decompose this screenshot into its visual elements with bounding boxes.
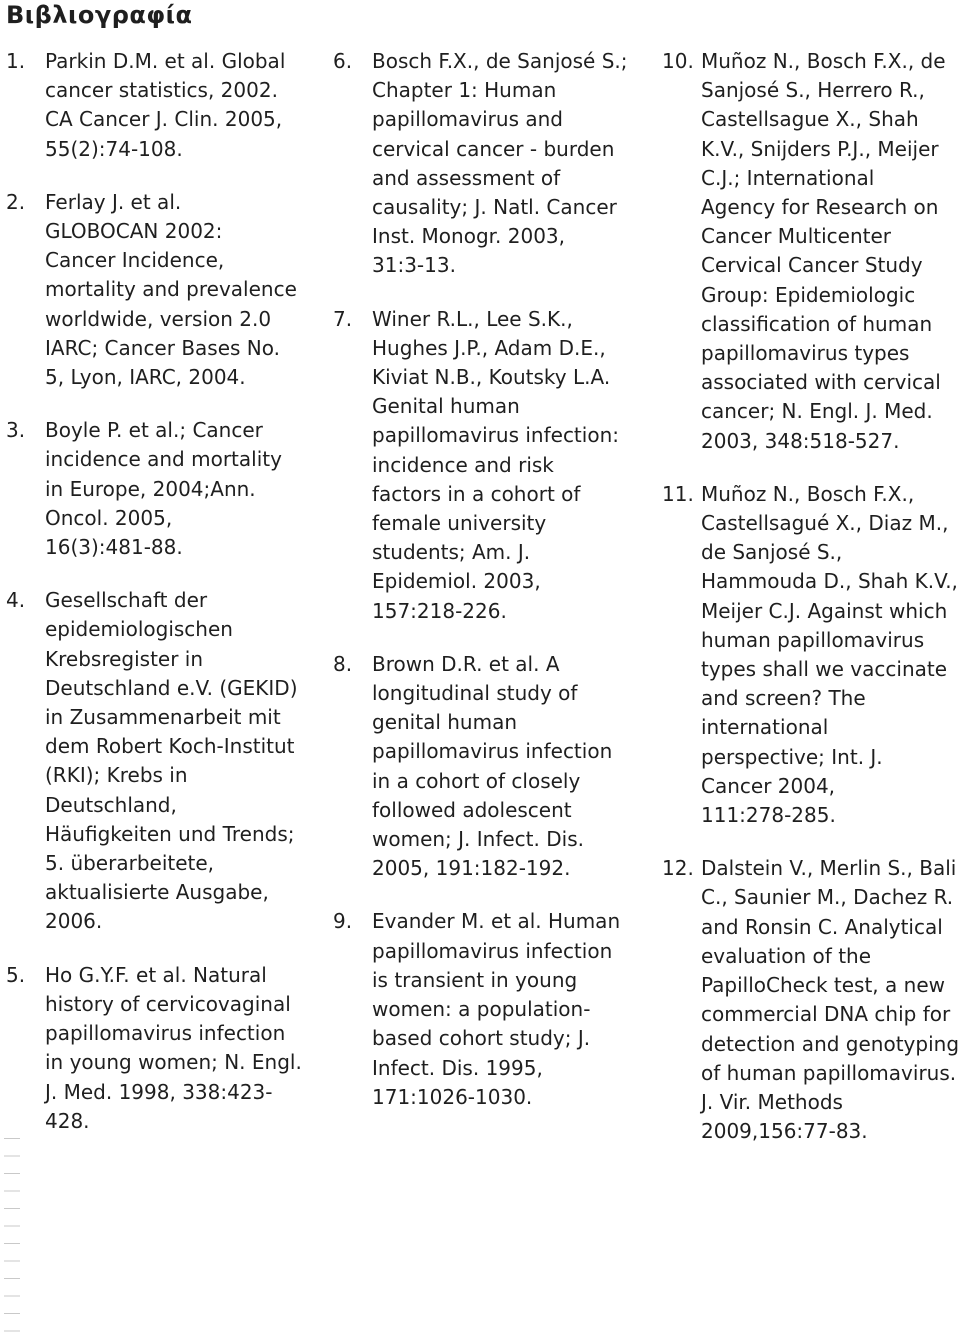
margin-dash-marks [4, 1138, 20, 1333]
reference-text: Gesellschaft der epidemiologischen Krebsregister in Deutschland e.V. (GEKID) in Zusammenarbeit mit dem Robert Koch-Institut (RKI); Krebs in Deutschland, Häufigkeiten und Trends; 5. überarbeitete, aktualisierte Ausgabe, 2006. [45, 588, 298, 934]
reference-text: Boyle P. et al.; Cancer incidence and mortality in Europe, 2004;Ann. Oncol. 2005, 16(3):481-88. [45, 418, 282, 560]
reference-number: 12. [662, 856, 694, 881]
reference-number: 10. [662, 49, 694, 73]
reference-item [333, 305, 653, 626]
reference-item [333, 47, 653, 281]
reference-number: 9. [333, 909, 353, 934]
reference-text: Dalstein V., Merlin S., Bali C., Saunier M., Dachez R. and Ronsin C. Analytical evaluation of the PapilloCheck test, a new commercial DNA chip for detection and genotyping of human papillomavirus. J. Vir. Methods 2009,156:77-83. [701, 856, 960, 1144]
reference-text: Ho G.Y.F. et al. Natural history of cervicovaginal papillomavirus infection in young women; N. Engl. J. Med. 1998, 338:423- 428. [45, 962, 302, 1133]
reference-number: 3. [6, 418, 26, 443]
reference-item [662, 480, 960, 830]
reference-text: Muñoz N., Bosch F.X., Castellsagué X., Diaz M., de Sanjosé S., Hammouda D., Shah K.V., Meijer C.J. Against which human papillomavirus types shall we vaccinate and screen? The international perspective; Int. J. Cancer 2004, 111:278-285. [701, 481, 958, 828]
page-title: Βιβλιογραφία [6, 1, 193, 29]
reference-number: 2. [6, 189, 26, 214]
reference-item [662, 47, 960, 456]
reference-item [333, 907, 653, 1111]
reference-item [333, 650, 653, 884]
reference-text: Evander M. et al. Human papillomavirus infection is transient in young women: a population- based cohort study; J. Infect. Dis. 1995, 171:1026-1030. [372, 909, 621, 1109]
reference-number: 8. [333, 651, 353, 676]
reference-number: 6. [333, 49, 353, 73]
reference-item [6, 416, 324, 562]
reference-item [6, 47, 324, 164]
reference-item [662, 854, 960, 1146]
reference-text: Ferlay J. et al. GLOBOCAN 2002: Cancer Incidence, mortality and prevalence worldwide, version 2.0 IARC; Cancer Bases No. 5, Lyon, IARC, 2004. [45, 189, 297, 390]
references-column-3 [662, 47, 960, 1170]
reference-item [6, 188, 324, 392]
reference-number: 7. [333, 306, 353, 331]
reference-item [6, 586, 324, 936]
reference-text: Muñoz N., Bosch F.X., de Sanjosé S., Herrero R., Castellsague X., Shah K.V., Snijders P.J., Meijer C.J.; International Agency for Research on Cancer Multicenter Cervical Cancer Study Group: Epidemiologic classification of human papillomavirus types associated with cervical cancer; N. Engl. J. Med. 2003, 348:518-527. [701, 49, 946, 453]
reference-number: 11. [662, 481, 694, 506]
reference-text: Bosch F.X., de Sanjosé S.; Chapter 1: Human papillomavirus and cervical cancer - burden and assessment of causality; J. Natl. Cancer Inst. Monogr. 2003, 31:3-13. [372, 49, 628, 278]
references-column-1 [6, 47, 324, 1160]
reference-number: 4. [6, 588, 26, 613]
reference-text: Winer R.L., Lee S.K., Hughes J.P., Adam D.E., Kiviat N.B., Koutsky L.A. Genital human papillomavirus infection: incidence and risk factors in a cohort of female university students; Am. J. Epidemiol. 2003, 157:218-226. [372, 306, 619, 623]
reference-text: Parkin D.M. et al. Global cancer statistics, 2002. CA Cancer J. Clin. 2005, 55(2):74-108. [45, 49, 286, 161]
references-column-2 [333, 47, 653, 1136]
reference-text: Brown D.R. et al. A longitudinal study of genital human papillomavirus infection in a cohort of closely followed adolescent women; J. Infect. Dis. 2005, 191:182-192. [372, 651, 613, 881]
reference-number: 1. [6, 49, 26, 73]
reference-number: 5. [6, 962, 26, 987]
reference-item [6, 961, 324, 1136]
